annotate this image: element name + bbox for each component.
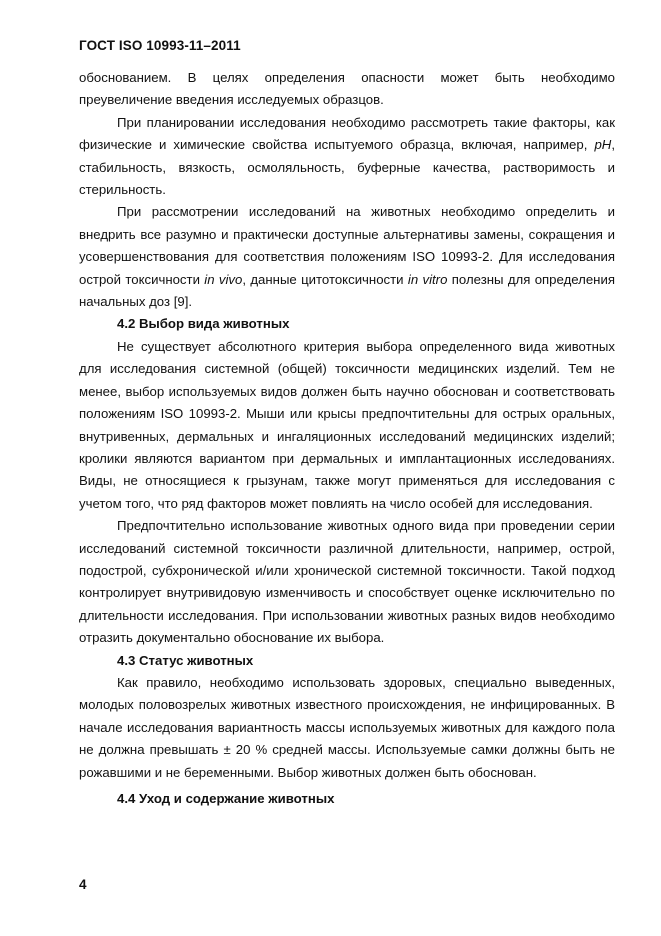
text-run-italic: in vitro [407, 271, 448, 287]
paragraph-single-species: Предпочтительно использование животных одного вида при проведении серии исследований системной токсичности различной длительности, например, острой, подострой, субхронической и/или хронической системной токсичности. Такой подход контролирует внутривидовую изменчивость и способствует оценке исключительно по длительности исследования. При использовании животных разных видов необходимо отразить документально обоснование их выбора. [79, 518, 615, 646]
text-run: , стабильность, вязкость, осмоляльность, буферные качества, растворимость и стерильность. [79, 137, 615, 198]
paragraph-planning-factors [79, 112, 615, 202]
text-run: , данные цитотоксичности [242, 271, 408, 287]
section-heading-4-2: 4.2 Выбор вида животных [117, 316, 290, 332]
paragraph-continuation: обоснованием. В целях определения опасности может быть необходимо преувеличение введения исследуемых образцов. [79, 70, 615, 108]
text-run-italic: pH [594, 137, 612, 153]
document-body [79, 67, 615, 810]
paragraph-animal-status: Как правило, необходимо использовать здоровых, специально выведенных, молодых половозрелых животных известного происхождения, не инфицированных. В начале исследования вариантность массы используемых животных для каждого пола не должна превышать ± 20 % средней массы. Используемые самки должны быть не рожавшими и не беременными. Выбор животных должен быть обоснован. [79, 674, 615, 780]
page-number: 4 [79, 877, 87, 892]
text-run: При рассмотрении исследований на животных необходимо определить и внедрить все разумно и практически доступные альтернативы замены, сокращения и усовершенствования для соответствия положениям ISO 10993-2. Для исследования острой токсичности [79, 204, 615, 287]
paragraph-animal-alternatives [79, 201, 615, 313]
text-run: При планировании исследования необходимо рассмотреть такие факторы, как физические и химические свойства испытуемого образца, включая, например, [79, 114, 615, 153]
section-heading-4-4: 4.4 Уход и содержание животных [117, 791, 335, 806]
text-run: полезны для определения начальных доз [9]. [79, 271, 615, 310]
document-header: ГОСТ ISO 10993-11–2011 [79, 38, 241, 53]
text-run-italic: in vivo [204, 271, 243, 287]
section-heading-4-3: 4.3 Статус животных [117, 652, 254, 668]
paragraph-species-criteria: Не существует абсолютного критерия выбора определенного вида животных для исследования системной (общей) токсичности медицинских изделий. Тем не менее, выбор используемых видов должен быть научно обоснован и соответствовать положениям ISO 10993-2. Мыши или крысы предпочтительны для острых оральных, внутривенных, дермальных и ингаляционных исследований медицинских изделий; кролики являются вариантом при дермальных и имплантационных исследованиях. Виды, не относящиеся к грызунам, также могут применяться для исследования с учетом того, что ряд факторов может повлиять на число особей для исследования. [79, 338, 615, 511]
